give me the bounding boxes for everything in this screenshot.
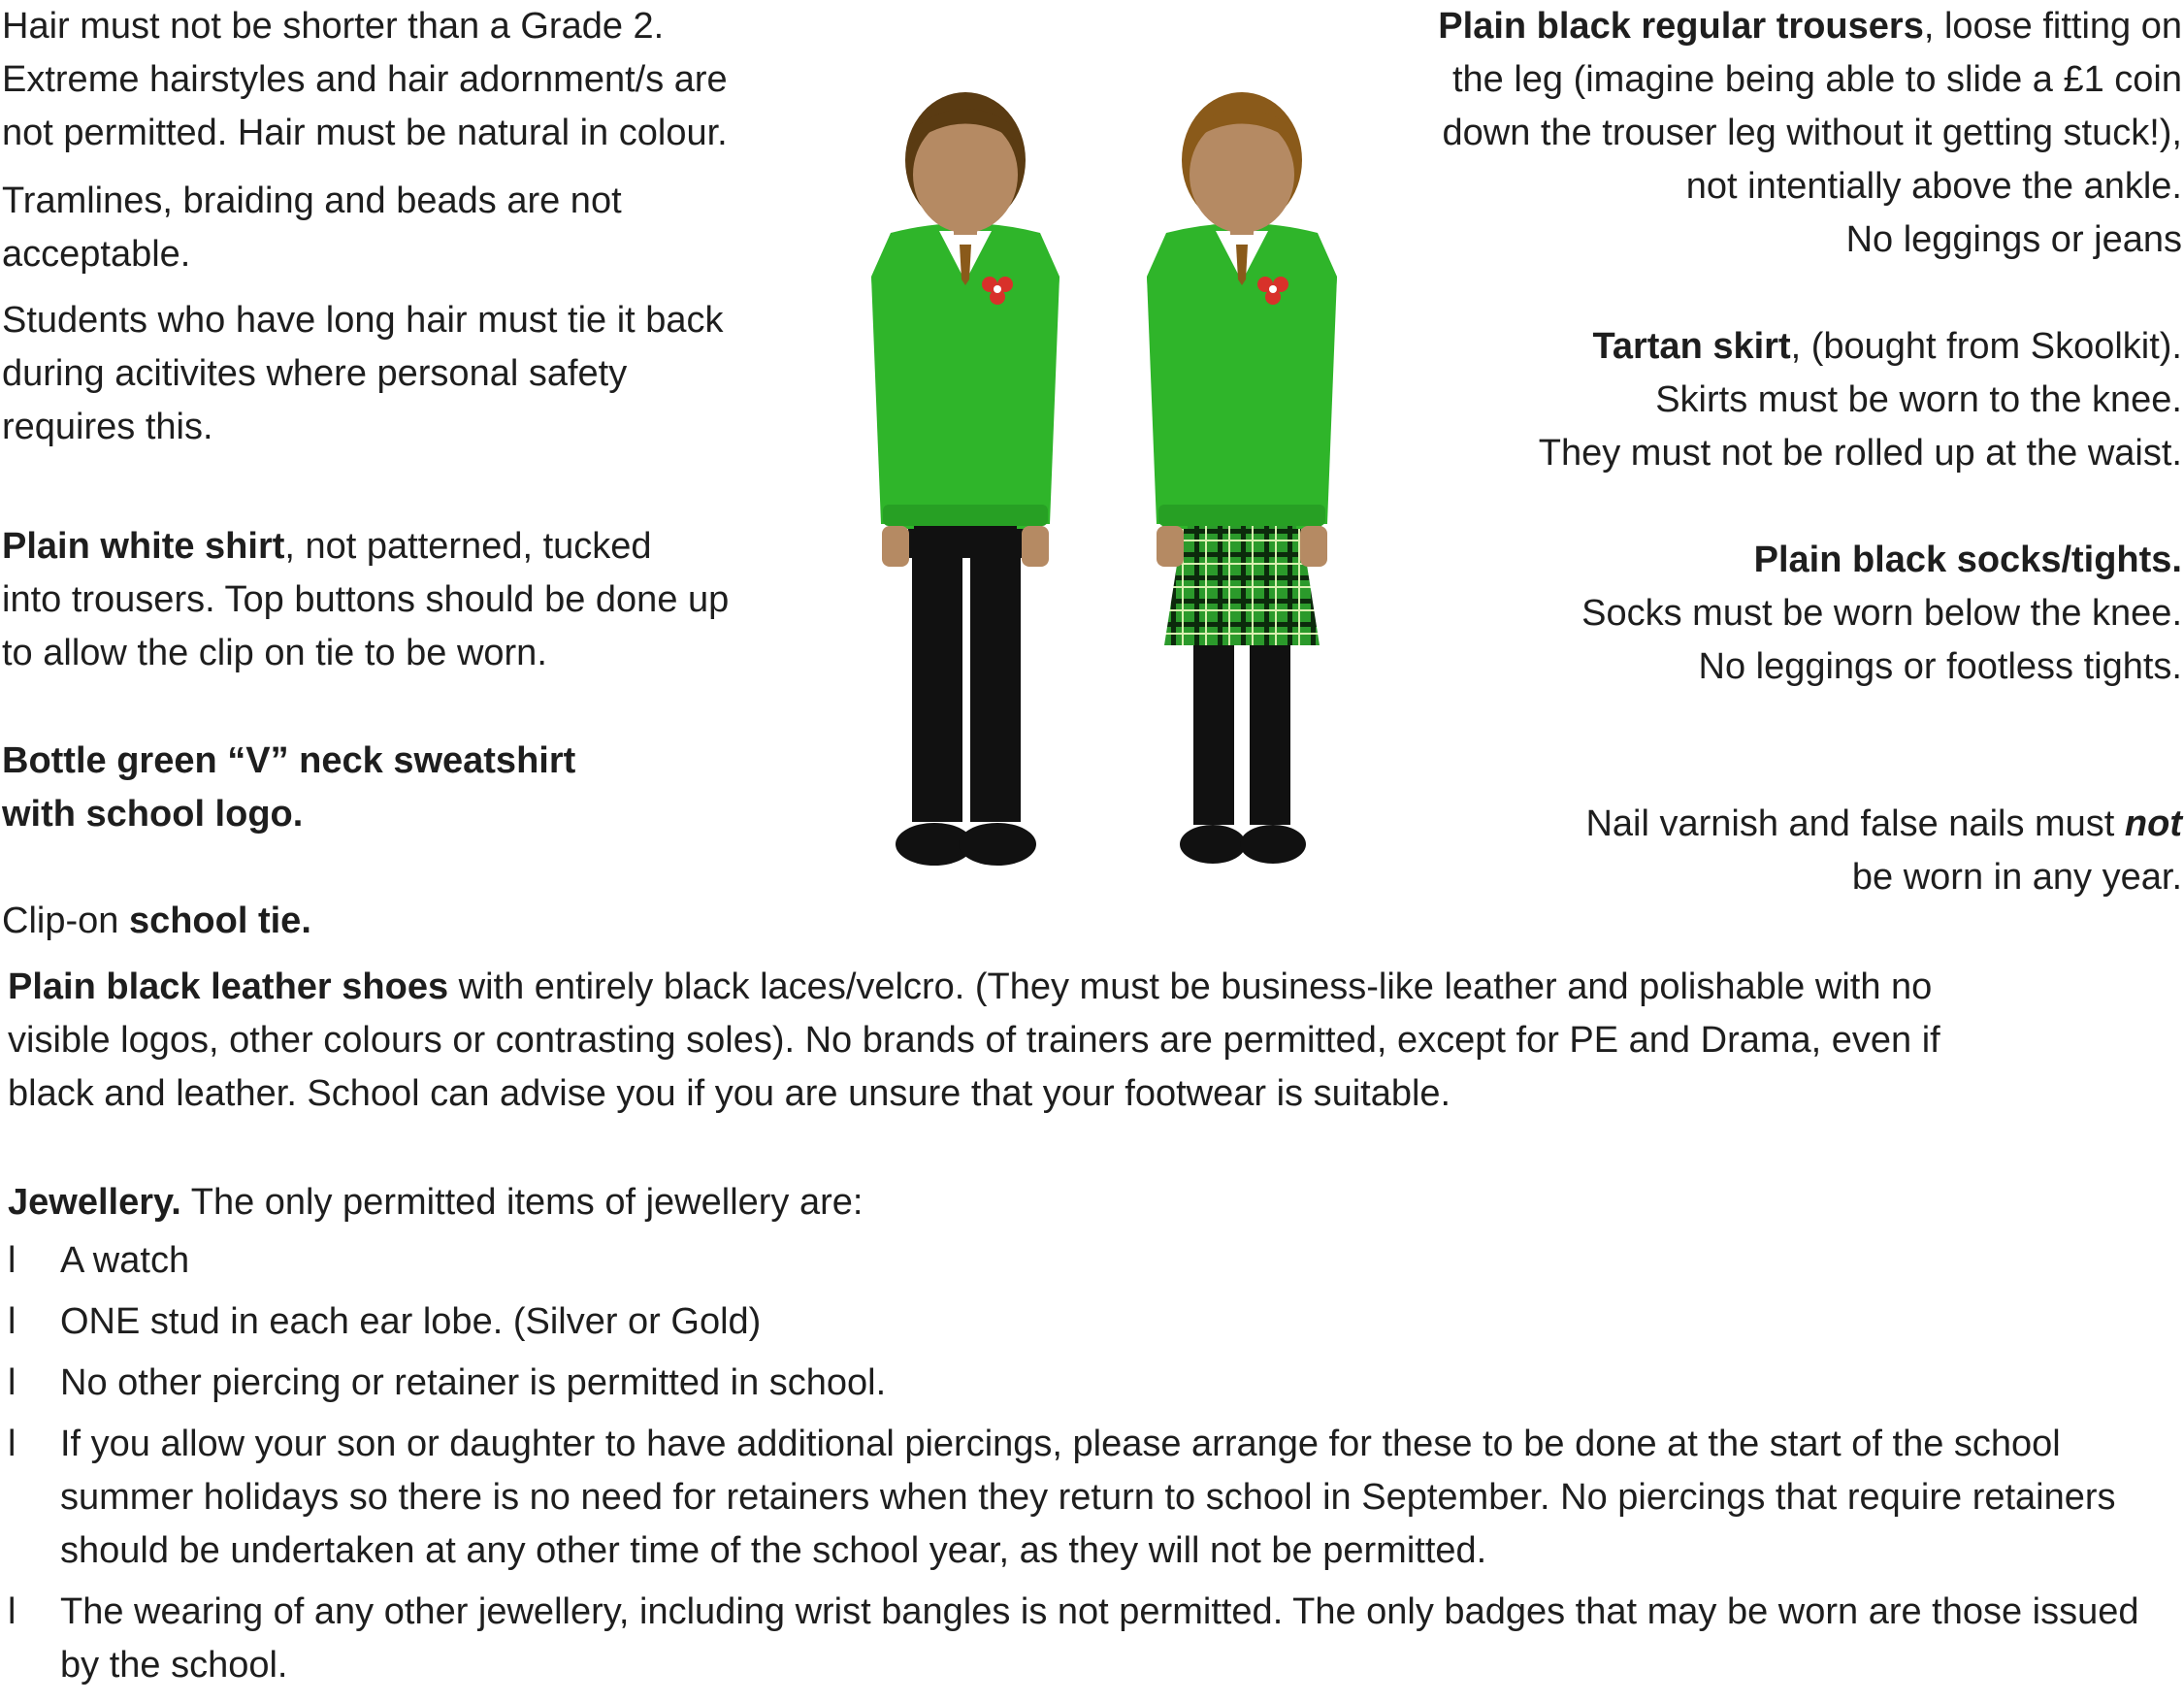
skirt-rule: Tartan skirt, (bought from Skoolkit). Skirts must be worn to the knee. They must not be rolled up at the waist. [1538, 326, 2182, 474]
list-item: l The wearing of any other jewellery, including wrist bangles is not permitted. The only badges that may be worn are those issued by the school. [8, 1591, 2139, 1686]
socks-rule: Plain black socks/tights. Socks must be worn below the knee. No leggings or footless tights. [1581, 540, 2182, 687]
list-item: l A watch [8, 1240, 190, 1281]
boy-uniform-figure [871, 92, 1059, 866]
hair-rule-2: Tramlines, braiding and beads are not acceptable. [2, 180, 622, 275]
hair-rule-1: Hair must not be shorter than a Grade 2. Extreme hairstyles and hair adornment/s are not permitted. Hair must be natural in colour. [2, 6, 728, 153]
nails-rule: Nail varnish and false nails must not be worn in any year. [1585, 803, 2182, 898]
trousers-rule: Plain black regular trousers, loose fitting on the leg (imagine being able to slide a £1 coin down the trouser leg without it getting stuck!), not intentially above the ankle. No leggings or jeans [1438, 6, 2182, 260]
sweatshirt-rule: Bottle green “V” neck sweatshirt with school logo. [2, 740, 576, 835]
tie-rule: Clip-on school tie. [2, 901, 311, 941]
hair-rule-3: Students who have long hair must tie it back during acitivites where personal safety requires this. [2, 300, 724, 447]
jewellery-list [8, 1234, 2177, 1700]
girl-uniform-figure [1147, 92, 1337, 864]
list-item: l ONE stud in each ear lobe. (Silver or Gold) [8, 1301, 762, 1342]
uniform-illustration [834, 78, 1358, 883]
list-item: l If you allow your son or daughter to have additional piercings, please arrange for these to be done at the start of the school summer holidays so there is no need for retainers when they return to school in September. No piercings that require retainers should be undertaken at any other time of the school year, as they will not be permitted. [8, 1424, 2116, 1571]
shoes-rule: Plain black leather shoes with entirely black laces/velcro. (They must be business-like leather and polishable with no visible logos, other colours or contrasting soles). No brands of trainers are permitted, except for PE and Drama, even if black and leather. School can advise you if you are unsure that your footwear is suitable. [8, 966, 1940, 1114]
shirt-rule: Plain white shirt, not patterned, tucked into trousers. Top buttons should be done up to allow the clip on tie to be worn. [2, 526, 730, 673]
jewellery-heading: Jewellery. The only permitted items of jewellery are: [8, 1182, 864, 1223]
list-item: l No other piercing or retainer is permitted in school. [8, 1362, 887, 1403]
